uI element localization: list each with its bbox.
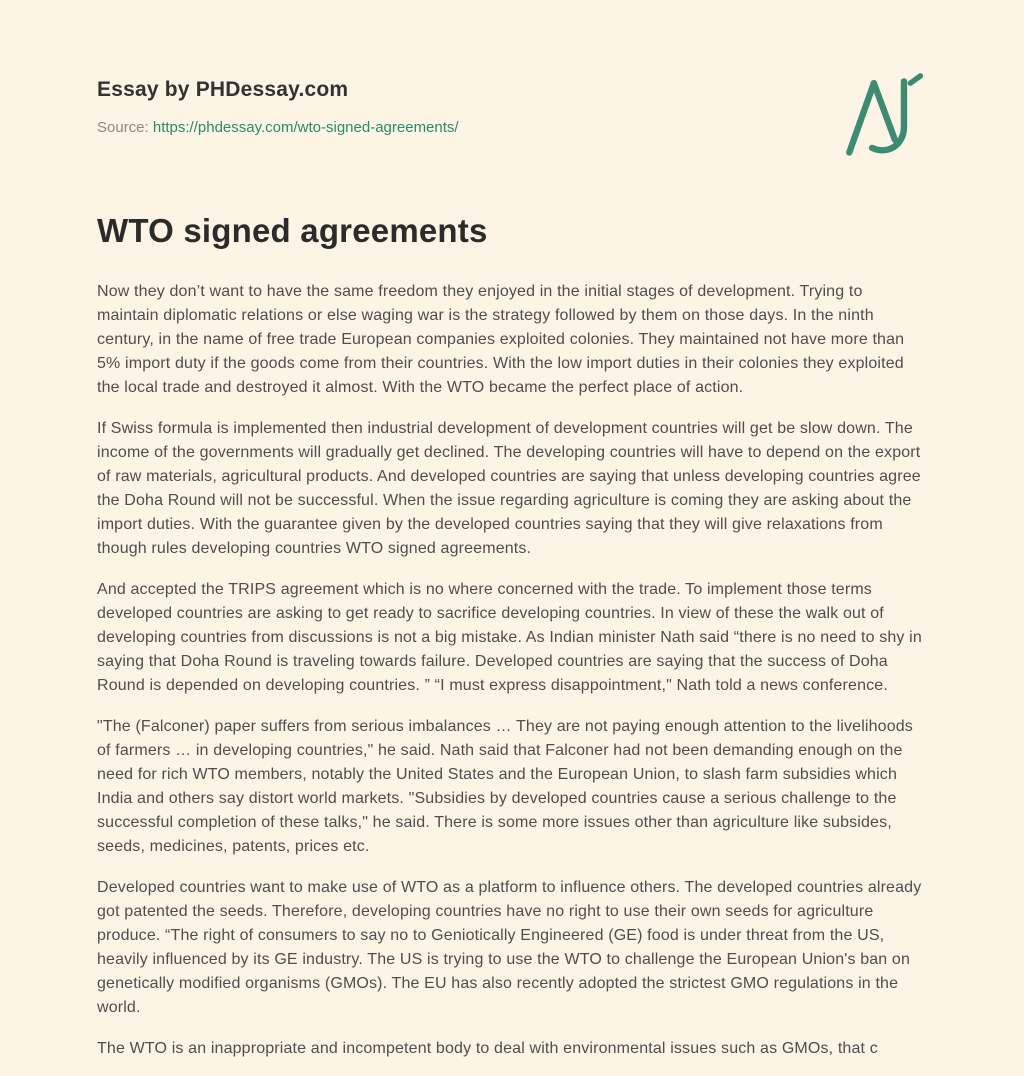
paragraph: Developed countries want to make use of WTO as a platform to influence others. The developed countries already got patented the seeds. Therefore, developing countries have no right to use their own seeds for agriculture produce. “The right of consumers to say no to Geniotically Engineered (GE) food is under threat from the US, heavily influenced by its GE industry. The US is trying to use the WTO to challenge the European Union's ban on genetically modified organisms (GMOs). The EU has also recently adopted the strictest GMO regulations in the world. xyxy=(97,879,922,1016)
source-line xyxy=(97,119,927,136)
paragraph: The WTO is an inappropriate and incompetent body to deal with environmental issues such as GMOs, that c xyxy=(97,1040,878,1057)
source-label: Source: xyxy=(97,119,149,136)
article-body xyxy=(97,280,927,1061)
paragraph: And accepted the TRIPS agreement which is no where concerned with the trade. To implement those terms developed countries are asking to get ready to sacrifice developing countries. In view of these the walk out of developing countries from discussions is not a big mistake. As Indian minister Nath said “there is no need to shy in saying that Doha Round is traveling towards failure. Developed countries are saying that the success of Doha Round is depended on developing countries. ” “I must express disappointment," Nath told a news conference. xyxy=(97,581,922,694)
essay-byline: Essay by PHDessay.com xyxy=(97,78,349,101)
paragraph: If Swiss formula is implemented then industrial development of development countries will get be slow down. The income of the governments will gradually get declined. The developing countries will have to depend on the export of raw materials, agricultural products. And developed countries are saying that unless developing countries agree the Doha Round will not be successful. When the issue regarding agriculture is coming they are asking about the import duties. With the guarantee given by the developed countries saying that they will give relaxations from though rules developing countries WTO signed agreements. xyxy=(97,420,921,557)
paragraph: Now they don’t want to have the same freedom they enjoyed in the initial stages of development. Trying to maintain diplomatic relations or else waging war is the strategy followed by them on those days. In the ninth century, in the name of free trade European companies exploited colonies. They maintained not have more than 5% import duty if the goods come from their countries. With the low import duties in their colonies they exploited the local trade and destroyed it almost. With the WTO became the perfect place of action. xyxy=(97,283,905,396)
phdessay-logo-icon xyxy=(842,70,924,162)
article-title: WTO signed agreements xyxy=(97,212,488,249)
source-link[interactable]: https://phdessay.com/wto-signed-agreements/ xyxy=(152,119,459,136)
paragraph: "The (Falconer) paper suffers from serious imbalances … They are not paying enough attention to the livelihoods of farmers … in developing countries," he said. Nath said that Falconer had not been demanding enough on the need for rich WTO members, notably the United States and the European Union, to slash farm subsidies which India and others say distort world markets. "Subsidies by developed countries cause a serious challenge to the successful completion of these talks," he said. There is some more issues other than agriculture like subsides, seeds, medicines, patents, prices etc. xyxy=(97,718,913,855)
